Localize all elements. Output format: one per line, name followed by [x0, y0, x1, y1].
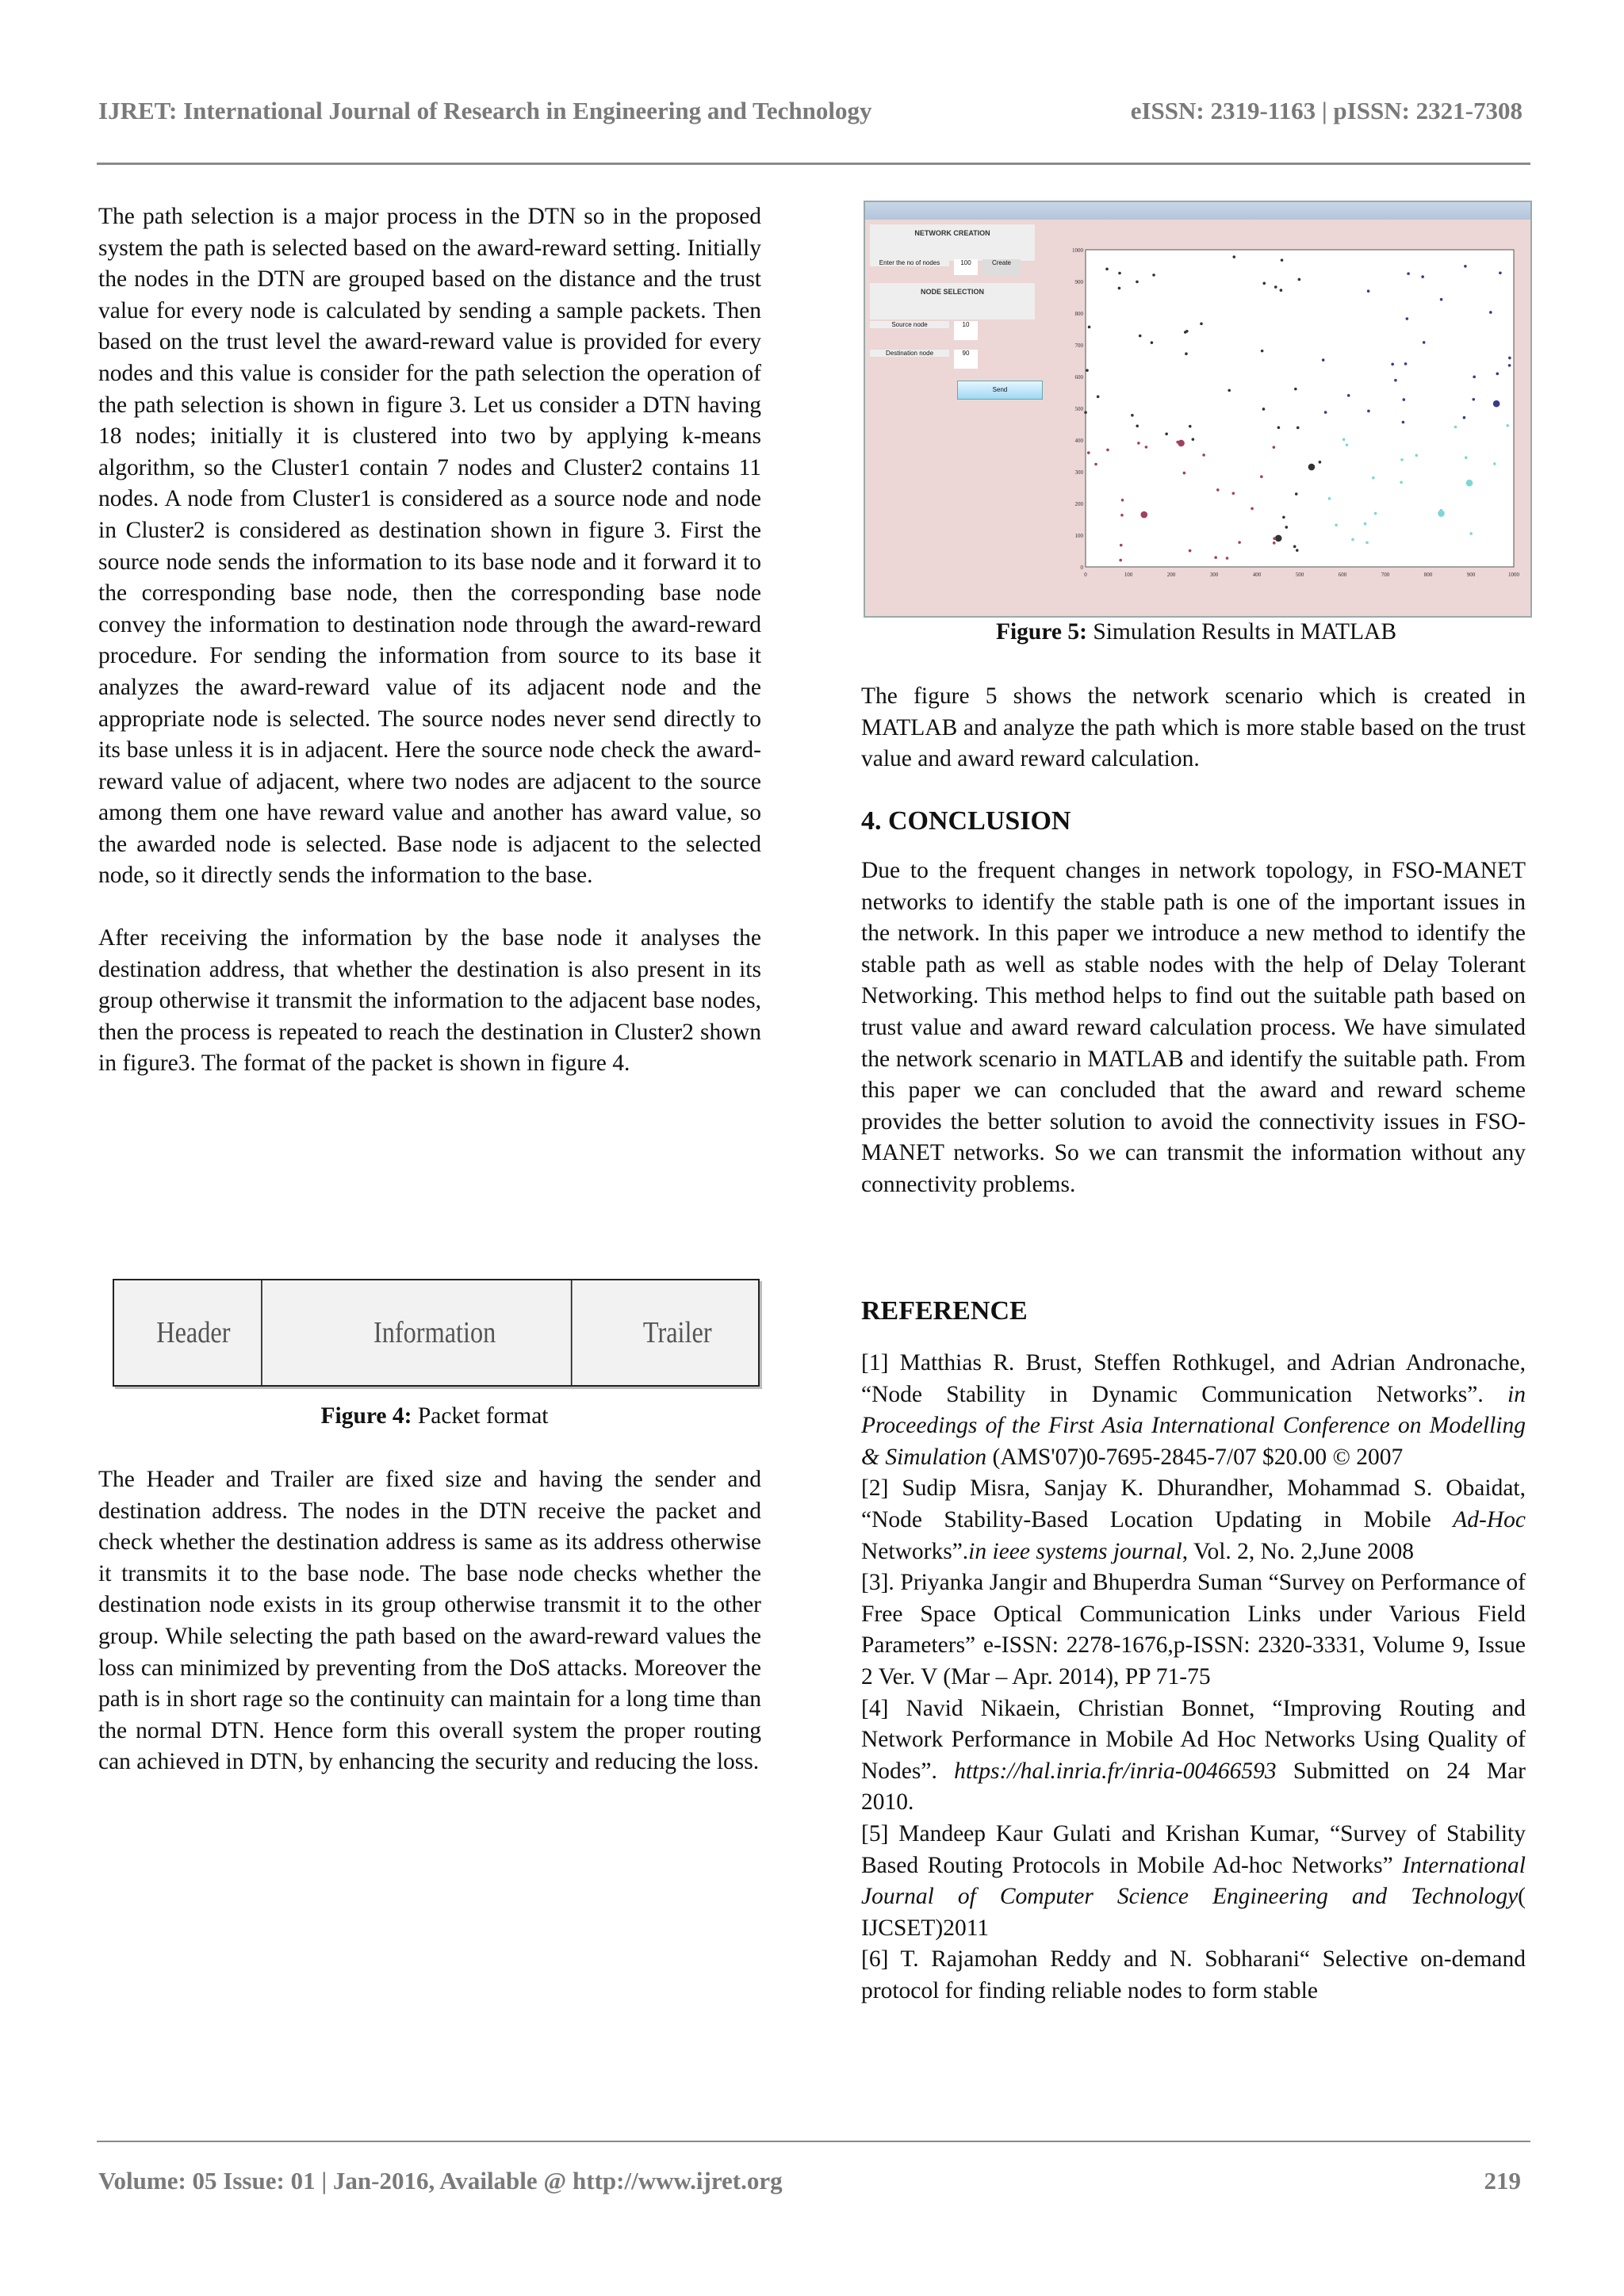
node-point [1440, 509, 1443, 512]
node-point [1228, 389, 1231, 392]
node-point [1261, 350, 1264, 353]
node-point [1088, 326, 1091, 329]
node-point [1281, 258, 1284, 262]
node-point [1400, 458, 1404, 461]
node-point [1097, 395, 1100, 398]
node-point [1319, 461, 1322, 464]
node-point [1322, 358, 1325, 362]
reference-item: [5] Mandeep Kaur Gulati and Krishan Kumar, “Survey of Stability Based Routing Protocols in Mobile Ad-hoc Networks” International Journal of Computer Science Engineering and Technology( IJCSET)2011 [861, 1820, 1526, 1941]
node-point [1508, 364, 1511, 367]
node-point [1298, 278, 1301, 281]
y-tick-label: 200 [1074, 501, 1083, 507]
node-point [1136, 425, 1139, 428]
node-point [1273, 541, 1276, 545]
node-point [1335, 523, 1338, 526]
node-point [1274, 285, 1277, 289]
node-point [1262, 408, 1266, 411]
nodes-label: Enter the no of nodes [870, 259, 949, 266]
node-point [1165, 433, 1168, 436]
node-point [1374, 512, 1377, 515]
header-rule [97, 163, 1530, 165]
source-label: Source node [870, 321, 949, 328]
node-point [1118, 287, 1121, 290]
node-point [1463, 416, 1466, 419]
y-tick-label: 400 [1074, 438, 1083, 444]
node-point [1238, 541, 1241, 544]
node-point [1118, 272, 1121, 275]
node-point [1297, 427, 1300, 430]
x-tick-label: 0 [1084, 572, 1087, 578]
node-point [1189, 549, 1192, 553]
paragraph: The figure 5 shows the network scenario which is created in MATLAB and analyze the path which is more stable based on the trust value and award reward calculation. [861, 683, 1526, 772]
node-point [1367, 410, 1370, 413]
node-point [1465, 456, 1468, 459]
figure-5-caption [864, 619, 1529, 645]
node-point [1346, 444, 1349, 447]
node-point [1285, 526, 1289, 529]
paragraph: After receiving the information by the base node it analyses the destination address, that whether the destination is also present in its group otherwise it transmit the information to the adjacent base nodes, then the process is repeated to reach the destination in Cluster2 shown in figure3. The format of the packet is shown in figure 4. [98, 925, 761, 1077]
node-point [1295, 492, 1298, 496]
x-tick-label: 800 [1423, 572, 1433, 578]
node-point [1423, 341, 1426, 344]
packet-trailer: Trailer [642, 1316, 712, 1349]
node-point [1262, 282, 1266, 285]
node-point [1084, 411, 1087, 414]
scatter-plot [1062, 242, 1522, 591]
node-point [1184, 331, 1187, 334]
node-point [1232, 255, 1235, 258]
x-tick-label: 300 [1209, 572, 1219, 578]
node-point [1120, 514, 1124, 517]
reference-item: [4] Navid Nikaein, Christian Bonnet, “Improving Routing and Network Performance in Mobile Ad Hoc Networks Using Quality of Nodes”. https://hal.inria.fr/inria-00466593 Submitted on 24 Mar 2010. [861, 1695, 1526, 1816]
node-point [1404, 362, 1408, 365]
page-number: 219 [1484, 2167, 1521, 2195]
caption-text: Packet format [412, 1403, 549, 1429]
node-point [1275, 535, 1282, 542]
node-point [1402, 421, 1405, 424]
node-point [1282, 516, 1285, 519]
paragraph: Due to the frequent changes in network topology, in FSO-MANET networks to identify the stable path is one of the important issues in the network. In this paper we introduce a new method to identify the stable path as well as stable nodes with the help of Delay Tolerant Networking. This method helps to find out the suitable path based on trust value and award reward calculation process. We have simulated the network scenario in MATLAB and identify the suitable path. From this paper we can concluded that the award and reward scheme provides the better solution to avoid the connectivity issues in FSO-MANET networks. So we can transmit the information without any connectivity problems. [861, 858, 1526, 1197]
footer-rule [97, 2141, 1530, 2142]
node-point [1328, 497, 1331, 500]
x-tick-label: 600 [1338, 572, 1347, 578]
node-point [1273, 446, 1276, 449]
node-point [1137, 442, 1140, 445]
node-point [1367, 289, 1370, 293]
node-point [1178, 440, 1185, 447]
node-point [1391, 363, 1394, 366]
y-tick-label: 900 [1074, 279, 1083, 285]
figure-4-caption [113, 1403, 756, 1429]
reference-item: [3]. Priyanka Jangir and Bhuperdra Suman “Survey on Performance of Free Space Optical Communication Links under Various Field Parameters” e-ISSN: 2278-1676,p-ISSN: 2320-3331, Volume 9, Issue 2 Ver. V (Mar – Apr. 2014), PP 71-75 [861, 1570, 1526, 1689]
reference-item: [1] Matthias R. Brust, Steffen Rothkugel, and Adrian Andronache, “Node Stability in Dynamic Communication Networks”. in Proceedings of the First Asia International Conference on Modelling & Simulation (AMS'07)0-7695-2845-7/07 $20.00 © 2007 [861, 1350, 1526, 1470]
node-point [1493, 400, 1500, 408]
node-point [1489, 311, 1492, 314]
conclusion-heading: 4. CONCLUSION [861, 806, 1071, 836]
y-tick-label: 600 [1074, 374, 1083, 381]
conclusion-text [861, 855, 1526, 1201]
node-point [1139, 335, 1142, 338]
footer-volume: Volume: 05 Issue: 01 | Jan-2016, Available @ http://www.ijret.org [98, 2167, 783, 2195]
node-point [1499, 271, 1502, 274]
figure-label: Figure 4: [320, 1403, 412, 1429]
node-point [1403, 398, 1406, 401]
reference-item: [2] Sudip Misra, Sanjay K. Dhurandher, Mohammad S. Obaidat, “Node Stability-Based Location Updating in Mobile Ad-Hoc Networks”.in ieee systems journal, Vol. 2, No. 2,June 2008 [861, 1475, 1526, 1564]
footer-link[interactable]: http://www.ijret.org [573, 2167, 783, 2195]
node-point [1342, 438, 1346, 442]
node-point [1183, 472, 1186, 475]
y-tick-label: 0 [1080, 564, 1083, 571]
node-point [1407, 272, 1410, 275]
node-point [1347, 394, 1350, 397]
node-point [1202, 453, 1205, 457]
journal-title: IJRET: International Journal of Research in Engineering and Technology [98, 97, 872, 124]
node-point [1351, 538, 1354, 541]
node-point [1121, 499, 1124, 502]
node-point [1277, 426, 1281, 429]
node-point [1140, 511, 1147, 519]
x-tick-label: 900 [1466, 572, 1476, 578]
window-titlebar [865, 202, 1530, 220]
node-point [1260, 475, 1263, 478]
packet-format-figure [113, 1279, 760, 1387]
caption-text: Simulation Results in MATLAB [1086, 619, 1397, 645]
node-point [1120, 544, 1123, 547]
x-tick-label: 500 [1295, 572, 1304, 578]
x-tick-label: 700 [1381, 572, 1390, 578]
node-point [1131, 414, 1134, 417]
node-point [1280, 289, 1283, 292]
node-point [1415, 454, 1419, 457]
node-point [1372, 476, 1375, 480]
node-point [1364, 522, 1367, 526]
x-tick-label: 400 [1252, 572, 1262, 578]
x-tick-label: 1000 [1508, 572, 1519, 578]
node-point [1214, 556, 1217, 559]
node-point [1185, 352, 1188, 355]
matlab-screenshot [864, 201, 1532, 618]
node-point [1440, 298, 1443, 301]
y-tick-label: 800 [1074, 311, 1083, 317]
node-point [1232, 492, 1235, 495]
create-button[interactable]: Create [982, 259, 1021, 275]
node-point [1106, 449, 1109, 452]
node-point [1496, 373, 1499, 376]
paragraph: The Header and Trailer are fixed size and having the sender and destination address. The nodes in the DTN receive the packet and check whether the destination address is same as its address otherwise it transmits it to the base node. The base node checks whether the destination node exists in its group otherwise transmit it to the other group. While selecting the path based on the award-reward values the loss can minimized by preventing from the DoS attacks. Moreover the path is in short rage so the continuity can maintain for a long time than the normal DTN. Hence form this overall system the proper routing can achieved in DTN, by enhancing the security and reducing the loss. [98, 1467, 761, 1775]
node-point [1466, 480, 1473, 487]
y-tick-label: 500 [1074, 406, 1083, 412]
packet-header: Header [126, 1280, 262, 1385]
node-point [1273, 537, 1276, 540]
node-point [1151, 341, 1154, 344]
paragraph: The path selection is a major process in the DTN so in the proposed system the path is selected based on the award-reward setting. Initially the nodes in the DTN are grouped based on the distance and the trust value for every node is calculated by sending a sample packets. Then based on the trust level the award-reward value is provided for every nodes and this value is consider for the path selection the operation of the path selection is shown in figure 3. Let us consider a DTN having 18 nodes; initially it is clustered into two by applying k-means algorithm, so the Cluster1 contain 7 nodes and Cluster2 contains 11 nodes. A node from Cluster1 is considered as a source node and node in Cluster2 is considered as destination shown in figure 3. First the source node sends the information to its base node and it forward it to the corresponding base node, then the corresponding base node convey the information to destination node through the award-reward procedure. For sending the information from source to its base it analyzes the award-reward value of its adjacent node and the appropriate node is selected. The source nodes never send directly to its base unless it is in adjacent. Here the source node check the award-reward value of adjacent, where two nodes are adjacent to the source among them one have reward value and another has award value, so the awarded node is selected. Base node is adjacent to the selected node, so it directly sends the information to the base. [98, 204, 761, 889]
node-point [1508, 357, 1511, 360]
figure-label: Figure 5: [995, 619, 1087, 645]
reference-item: [6] T. Rajamohan Reddy and N. Sobharani“ Selective on-demand protocol for finding reliable nodes to form stable [861, 1946, 1526, 2003]
node-point [1469, 532, 1473, 535]
reference-heading: REFERENCE [861, 1296, 1028, 1326]
send-button[interactable]: Send [957, 381, 1043, 400]
node-point [1473, 376, 1476, 379]
node-point [1086, 369, 1089, 372]
right-column [861, 681, 1526, 775]
node-point [1493, 462, 1496, 465]
destination-label: Destination node [870, 350, 949, 357]
nodes-input[interactable]: 100 [954, 259, 978, 275]
node-selection-panel: NODE SELECTION [870, 283, 1035, 320]
node-point [1308, 464, 1316, 471]
node-point [1145, 446, 1148, 449]
node-point [1293, 545, 1297, 549]
issn: eISSN: 2319-1163 | pISSN: 2321-7308 [1130, 97, 1522, 124]
node-point [1464, 265, 1467, 268]
node-point [1406, 317, 1409, 320]
reference-link[interactable]: https://hal.inria.fr/inria-00466593 [954, 1758, 1277, 1784]
node-point [1506, 424, 1509, 427]
plot-area [1086, 250, 1514, 567]
y-tick-label: 100 [1074, 533, 1083, 539]
x-tick-label: 200 [1166, 572, 1176, 578]
node-point [1296, 549, 1299, 552]
x-tick-label: 100 [1124, 572, 1133, 578]
y-tick-label: 1000 [1072, 247, 1083, 254]
node-point [1087, 451, 1090, 454]
node-point [1421, 275, 1424, 278]
node-point [1192, 438, 1195, 441]
node-point [1251, 507, 1254, 511]
left-column-lower [98, 1464, 761, 1778]
left-column [98, 201, 761, 1080]
node-point [1119, 559, 1122, 562]
y-tick-label: 700 [1074, 342, 1083, 349]
node-point [1472, 398, 1475, 401]
node-point [1400, 481, 1403, 484]
packet-information: Information [298, 1280, 572, 1385]
network-creation-panel: NETWORK CREATION [870, 224, 1035, 261]
source-input[interactable]: 10 [954, 321, 978, 340]
node-point [1454, 426, 1457, 429]
destination-input[interactable]: 90 [954, 350, 978, 369]
node-point [1094, 463, 1097, 466]
node-point [1226, 557, 1229, 560]
y-tick-label: 300 [1074, 469, 1083, 476]
node-point [1365, 541, 1369, 545]
node-point [1324, 411, 1327, 414]
node-point [1189, 425, 1192, 428]
node-point [1216, 488, 1220, 492]
reference-list [861, 1348, 1526, 2007]
node-point [1136, 281, 1139, 284]
node-point [1152, 274, 1155, 277]
node-point [1294, 388, 1297, 391]
node-point [1105, 268, 1109, 271]
node-point [1394, 379, 1397, 382]
node-point [1200, 323, 1203, 326]
